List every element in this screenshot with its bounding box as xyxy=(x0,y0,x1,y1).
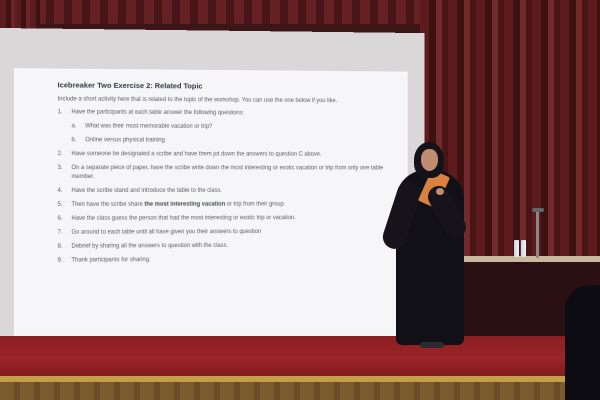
item-text: Debrief by sharing all the answers to question with the class. xyxy=(71,242,229,250)
sub-item-letter: b. xyxy=(71,137,77,144)
sub-list-item xyxy=(71,122,390,132)
item-number: 6. xyxy=(57,215,63,222)
item-text: Have the scribe stand and introduce the table to the class. xyxy=(71,187,222,194)
list-item xyxy=(58,228,391,238)
item-number: 4. xyxy=(57,187,63,194)
slide-title: Icebreaker Two Exercise 2: Related Topic xyxy=(57,80,203,91)
item-text: Have the participants at each table answer the following questions: xyxy=(71,109,245,117)
presentation-slide xyxy=(14,68,408,348)
sub-item-text: What was their most memorable vacation or trip? xyxy=(85,123,213,130)
list-item xyxy=(58,187,391,196)
item-number: 9. xyxy=(57,257,63,264)
slide-intro: Include a short activity here that is related to the topic of the workshop. You can use the one below if you like. xyxy=(57,96,338,105)
list-item xyxy=(58,200,391,209)
item-text-after: or trip from their group. xyxy=(225,201,286,208)
list-item xyxy=(58,164,391,182)
presenter xyxy=(380,140,480,350)
item-text: Go around to each table until all have given you their answers to question xyxy=(71,229,262,236)
item-text-bold: the most interesting vacation xyxy=(144,201,226,208)
sub-item-letter: a. xyxy=(71,123,77,130)
list-item xyxy=(58,241,391,252)
item-number: 3. xyxy=(57,165,63,172)
projector-screen xyxy=(0,28,424,338)
item-number: 8. xyxy=(57,243,63,250)
sub-item-text: Online versus physical training xyxy=(85,137,165,144)
stage-carpet xyxy=(0,336,600,380)
item-number: 7. xyxy=(57,229,63,236)
list-item xyxy=(58,255,391,266)
presenter-feet xyxy=(420,342,444,348)
audience-member-silhouette xyxy=(565,285,600,400)
presenter-face xyxy=(421,149,438,171)
item-number: 1. xyxy=(57,109,63,116)
item-text: Have someone be designated a scribe and have them jot down the answers to question C above. xyxy=(71,151,322,158)
presenter-hand xyxy=(436,188,444,195)
side-table-top xyxy=(460,256,600,262)
item-text: Thank participants for sharing. xyxy=(71,257,151,264)
item-number: 2. xyxy=(57,151,63,158)
slide-list xyxy=(58,108,391,265)
water-bottle xyxy=(514,240,519,257)
item-number: 5. xyxy=(57,201,63,208)
list-item xyxy=(58,150,391,160)
item-text: Have the class guess the person that had the most interesting or exotic trip or vacation. xyxy=(71,215,296,222)
item-text: On a separate piece of paper, have the scribe write down the most interesting or exotic vacation or trip from only one table member. xyxy=(71,165,384,181)
list-item xyxy=(58,108,391,119)
water-bottle xyxy=(521,240,526,257)
item-text-before: Then have the scribe share xyxy=(71,201,145,208)
microphone-stand xyxy=(536,212,539,258)
sub-list-item xyxy=(71,136,390,146)
list-item xyxy=(58,214,391,224)
stage-front xyxy=(0,382,600,400)
item-text xyxy=(71,200,390,209)
